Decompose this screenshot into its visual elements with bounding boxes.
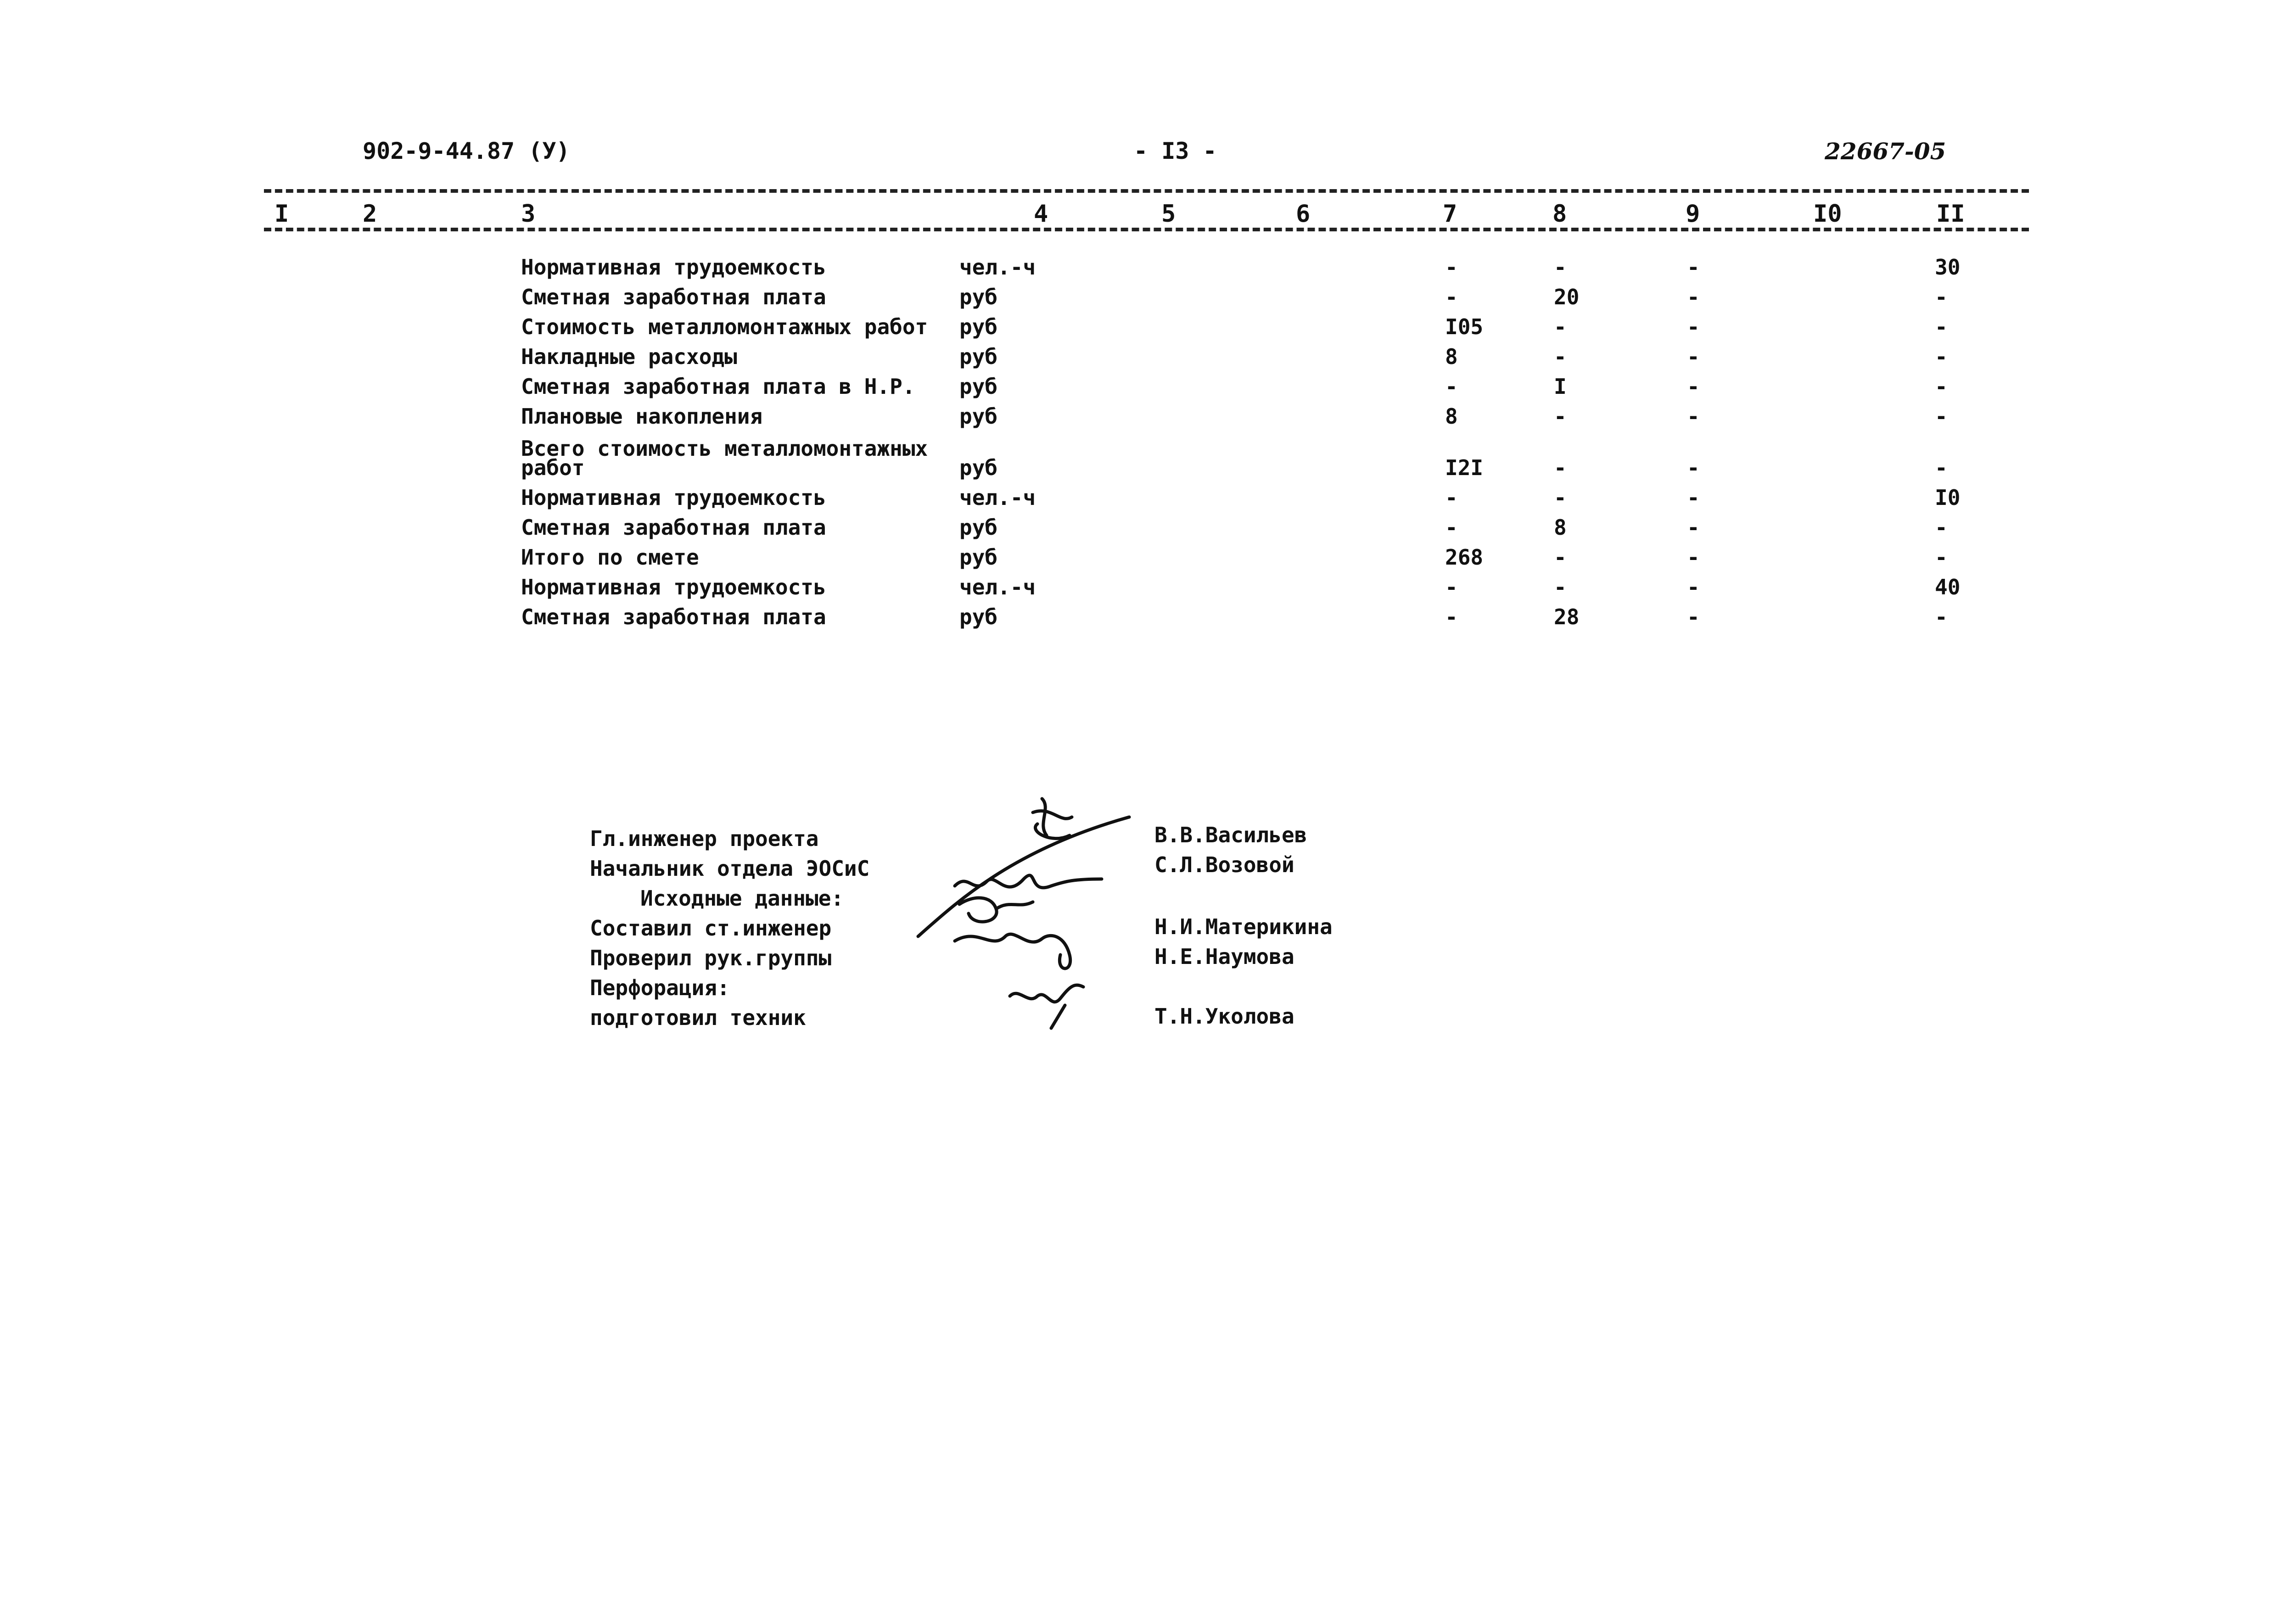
cell-col7: I2I bbox=[1445, 455, 1484, 480]
cell-col8: 28 bbox=[1554, 605, 1580, 629]
cell-col7: - bbox=[1445, 515, 1458, 540]
signature-checked bbox=[955, 934, 1070, 969]
row-description: Итого по смете bbox=[521, 545, 699, 570]
cell-col9: - bbox=[1687, 374, 1700, 399]
row-description: Нормативная трудоемкость bbox=[521, 575, 826, 599]
signature-prepared bbox=[1010, 985, 1083, 1028]
cell-col11: 40 bbox=[1935, 575, 1961, 599]
cell-col7: 8 bbox=[1445, 404, 1458, 429]
cell-col7: - bbox=[1445, 575, 1458, 599]
table-row bbox=[0, 515, 2286, 545]
row-unit: чел.-ч bbox=[959, 255, 1036, 280]
cell-col11: - bbox=[1935, 285, 1948, 309]
row-description: Плановые накопления bbox=[521, 404, 763, 429]
row-unit: руб bbox=[959, 374, 998, 399]
section-perforation: Перфорация: bbox=[590, 975, 730, 1000]
cell-col9: - bbox=[1687, 605, 1700, 629]
signature-chief-engineer bbox=[1033, 799, 1072, 839]
table-row bbox=[0, 285, 2286, 315]
handwritten-signatures bbox=[900, 780, 1138, 1037]
row-unit: чел.-ч bbox=[959, 485, 1036, 510]
role-prepared: подготовил техник bbox=[590, 1005, 806, 1030]
section-source-data: Исходные данные: bbox=[640, 886, 844, 911]
signature-department-head bbox=[918, 817, 1129, 936]
cell-col7: - bbox=[1445, 485, 1458, 510]
row-unit: руб bbox=[959, 404, 998, 429]
page-number: - I3 - bbox=[1134, 138, 1217, 164]
column-number: 7 bbox=[1443, 200, 1457, 228]
row-unit: руб bbox=[959, 314, 998, 339]
cell-col9: - bbox=[1687, 255, 1700, 280]
row-description: Сметная заработная плата bbox=[521, 285, 826, 309]
cell-col9: - bbox=[1687, 314, 1700, 339]
row-unit: руб bbox=[959, 515, 998, 540]
column-number: I bbox=[275, 200, 289, 228]
signature-compiled bbox=[959, 898, 1033, 922]
row-unit: руб bbox=[959, 344, 998, 369]
inventory-number: 22667-05 bbox=[1825, 138, 1946, 165]
table-row bbox=[0, 436, 2286, 487]
column-number: 6 bbox=[1296, 200, 1311, 228]
column-number: II bbox=[1936, 200, 1965, 228]
row-description: Сметная заработная плата в Н.Р. bbox=[521, 374, 915, 399]
column-number: 5 bbox=[1161, 200, 1176, 228]
table-row bbox=[0, 605, 2286, 635]
cell-col11: 30 bbox=[1935, 255, 1961, 280]
cell-col11: I0 bbox=[1935, 485, 1961, 510]
cell-col8: - bbox=[1554, 545, 1567, 570]
row-unit: руб bbox=[959, 605, 998, 629]
name-chief-engineer: В.В.Васильев bbox=[1154, 823, 1307, 847]
role-compiled: Составил ст.инженер bbox=[590, 916, 832, 941]
table-row bbox=[0, 575, 2286, 605]
cell-col11: - bbox=[1935, 404, 1948, 429]
header-rule-top bbox=[264, 189, 2029, 193]
document-code: 902-9-44.87 (У) bbox=[363, 138, 570, 164]
cell-col7: 268 bbox=[1445, 545, 1484, 570]
table-row bbox=[0, 255, 2286, 285]
row-description: Накладные расходы bbox=[521, 344, 737, 369]
role-chief-engineer: Гл.инженер проекта bbox=[590, 826, 819, 851]
column-number: I0 bbox=[1813, 200, 1842, 228]
row-unit: чел.-ч bbox=[959, 575, 1036, 599]
cell-col7: - bbox=[1445, 605, 1458, 629]
cell-col8: I bbox=[1554, 374, 1567, 399]
cell-col8: - bbox=[1554, 575, 1567, 599]
cell-col11: - bbox=[1935, 374, 1948, 399]
cell-col7: 8 bbox=[1445, 344, 1458, 369]
row-description-continued: работ bbox=[521, 455, 585, 480]
row-description: Нормативная трудоемкость bbox=[521, 255, 826, 280]
row-unit: руб bbox=[959, 455, 998, 480]
name-checked: Н.Е.Наумова bbox=[1154, 944, 1294, 969]
cell-col9: - bbox=[1687, 545, 1700, 570]
table-row bbox=[0, 314, 2286, 345]
column-number: 2 bbox=[363, 200, 377, 228]
cell-col9: - bbox=[1687, 515, 1700, 540]
cell-col7: - bbox=[1445, 255, 1458, 280]
cell-col8: - bbox=[1554, 455, 1567, 480]
header-rule-bottom bbox=[264, 228, 2029, 231]
row-unit: руб bbox=[959, 285, 998, 309]
cell-col11: - bbox=[1935, 605, 1948, 629]
table-row bbox=[0, 545, 2286, 575]
row-unit: руб bbox=[959, 545, 998, 570]
cell-col7: - bbox=[1445, 285, 1458, 309]
table-row bbox=[0, 344, 2286, 375]
table-row bbox=[0, 485, 2286, 515]
cell-col8: - bbox=[1554, 404, 1567, 429]
cell-col9: - bbox=[1687, 575, 1700, 599]
table-row bbox=[0, 374, 2286, 404]
cell-col8: - bbox=[1554, 314, 1567, 339]
name-compiled: Н.И.Материкина bbox=[1154, 914, 1333, 939]
name-department-head: С.Л.Возовой bbox=[1154, 852, 1294, 877]
cell-col11: - bbox=[1935, 344, 1948, 369]
table-row bbox=[0, 404, 2286, 434]
row-description: Сметная заработная плата bbox=[521, 515, 826, 540]
column-number: 4 bbox=[1034, 200, 1048, 228]
column-number: 9 bbox=[1686, 200, 1700, 228]
role-checked: Проверил рук.группы bbox=[590, 946, 832, 970]
row-description: Сметная заработная плата bbox=[521, 605, 826, 629]
cell-col9: - bbox=[1687, 404, 1700, 429]
row-description: Всего стоимость металломонтажных bbox=[521, 436, 928, 461]
cell-col11: - bbox=[1935, 455, 1948, 480]
column-number: 3 bbox=[521, 200, 536, 228]
cell-col8: - bbox=[1554, 485, 1567, 510]
cell-col9: - bbox=[1687, 344, 1700, 369]
row-description: Стоимость металломонтажных работ bbox=[521, 314, 928, 339]
cell-col8: 8 bbox=[1554, 515, 1567, 540]
name-prepared: Т.Н.Уколова bbox=[1154, 1004, 1294, 1029]
cell-col11: - bbox=[1935, 545, 1948, 570]
cell-col11: - bbox=[1935, 314, 1948, 339]
cell-col8: - bbox=[1554, 344, 1567, 369]
cell-col7: I05 bbox=[1445, 314, 1484, 339]
column-number: 8 bbox=[1552, 200, 1567, 228]
cell-col8: - bbox=[1554, 255, 1567, 280]
cell-col9: - bbox=[1687, 455, 1700, 480]
cell-col7: - bbox=[1445, 374, 1458, 399]
role-department-head: Начальник отдела ЭОСиС bbox=[590, 856, 870, 881]
cell-col11: - bbox=[1935, 515, 1948, 540]
cell-col8: 20 bbox=[1554, 285, 1580, 309]
cell-col9: - bbox=[1687, 485, 1700, 510]
cell-col9: - bbox=[1687, 285, 1700, 309]
row-description: Нормативная трудоемкость bbox=[521, 485, 826, 510]
